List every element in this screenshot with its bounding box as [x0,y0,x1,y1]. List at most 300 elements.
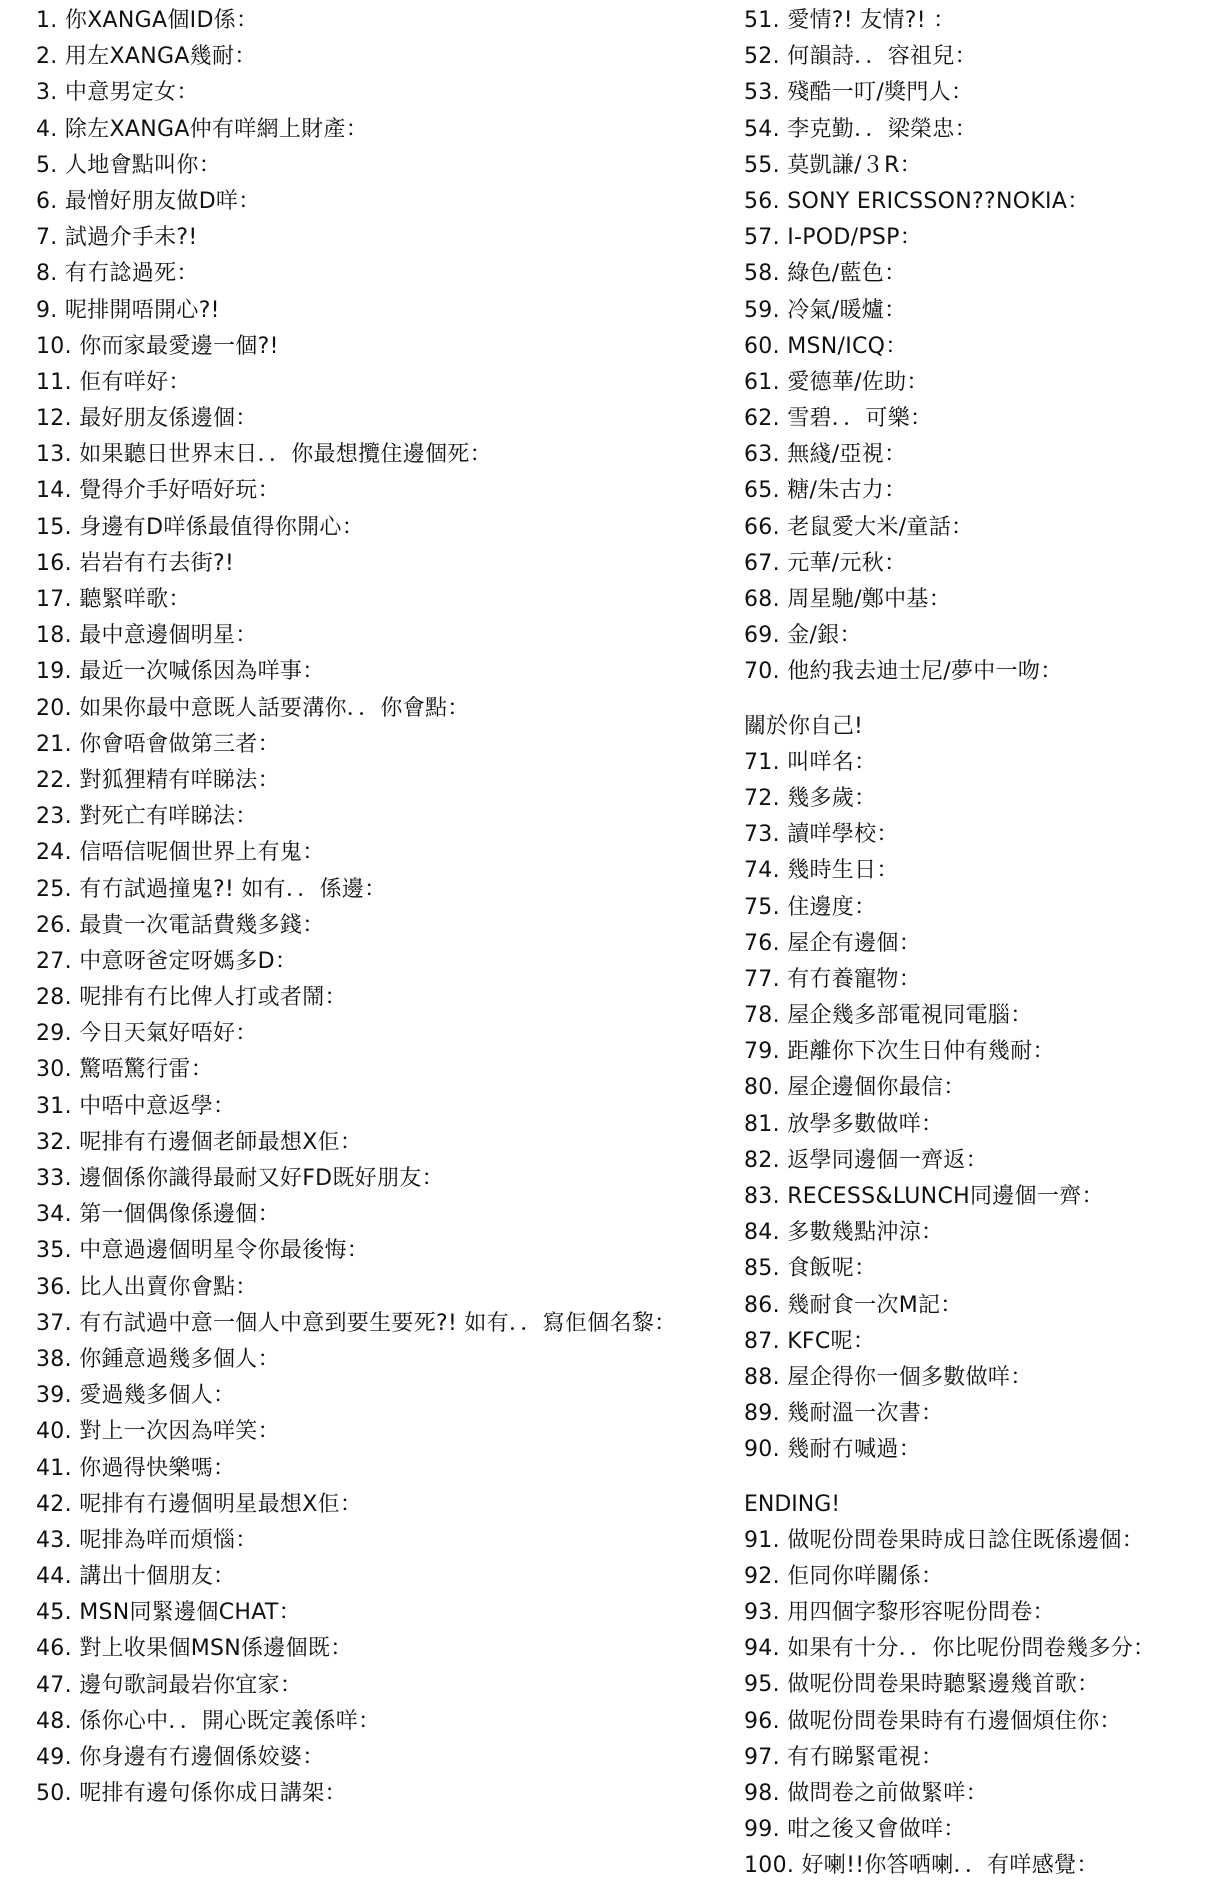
question-text: 最近一次喊係因為咩事： [79,659,325,685]
question-number: 58. [744,261,780,287]
question-text: 叫咩名： [787,749,877,775]
question-number: 7. [36,225,58,251]
question-number: 39. [36,1383,72,1409]
question-text: 多數幾點沖涼： [787,1220,944,1246]
question-number: 18. [36,623,72,649]
question-number: 37. [36,1310,72,1336]
question-item [36,184,736,220]
question-text: 做問卷之前做緊咩： [787,1781,988,1806]
question-item [36,1052,736,1088]
question-item [744,1595,1204,1631]
question-item [744,962,1204,998]
question-number: 32. [36,1129,72,1155]
question-item [744,365,1204,401]
question-number: 45. [36,1600,72,1626]
question-number: 25. [36,876,72,902]
question-text: 中意過邊個明星令你最後悔： [79,1238,370,1264]
question-number: 16. [36,550,72,576]
question-number: 94. [744,1636,780,1662]
question-item [36,872,736,908]
question-text: 愛德華/佐助： [787,369,929,395]
question-number: 60. [744,333,780,359]
question-number: 96. [744,1708,780,1734]
question-text: 聽緊咩歌： [79,587,191,612]
question-text: 邊個係你識得最耐又好FD既好朋友： [79,1166,444,1191]
question-item [36,944,736,980]
question-item [36,1342,736,1378]
question-item [36,1776,736,1812]
question-number: 15. [36,514,72,540]
question-number: 86. [744,1292,780,1318]
question-item [36,1704,736,1740]
question-item [36,546,736,582]
question-text: 驚唔驚行雷： [79,1057,213,1083]
question-text: 除左XANGA仲有咩網上財產： [64,116,369,142]
question-number: 88. [744,1364,780,1390]
question-number: 90. [744,1437,780,1463]
question-item [36,329,736,365]
question-number: 10. [36,333,72,359]
question-item [36,1016,736,1052]
question-text: 讀咩學校： [787,822,899,848]
question-item [36,835,736,871]
section-heading-about-yourself: 關於你自己! [744,713,863,739]
question-text: 用左XANGA幾耐： [64,44,257,70]
question-item [744,1034,1204,1070]
question-text: 住邊度： [787,894,877,920]
question-item [744,998,1204,1034]
question-number: 12. [36,406,72,432]
question-text: 做呢份問卷果時聽緊邊幾首歌： [787,1672,1100,1698]
question-number: 30. [36,1057,72,1083]
question-number: 92. [744,1563,780,1589]
question-text: 屋企幾多部電視同電腦： [787,1003,1033,1029]
question-number: 100. [744,1853,795,1879]
question-text: 食飯呢： [787,1256,877,1282]
question-item [36,1270,736,1306]
question-number: 17. [36,587,72,612]
question-text: 幾耐溫一次書： [787,1401,944,1427]
question-text: 好喇!!你答哂喇．．有咩感覺： [801,1853,1099,1879]
question-item [36,1487,736,1523]
question-text: 如果你最中意既人話要溝你．．你會點： [79,695,470,721]
question-item [36,1668,736,1704]
question-text: 屋企得你一個多數做咩： [787,1364,1033,1390]
question-text: 邊句歌詞最岩你宜家： [79,1672,303,1698]
question-item [744,75,1204,111]
question-item [36,654,736,690]
question-number: 65. [744,478,780,504]
question-text: 覺得介手好唔好玩： [79,478,280,504]
question-list-91-100 [744,1523,1204,1885]
question-item [36,618,736,654]
question-text: SONY ERICSSON??NOKIA： [787,188,1090,214]
question-number: 47. [36,1672,72,1698]
question-text: 有冇養寵物： [787,966,921,992]
question-number: 19. [36,659,72,685]
question-item [36,763,736,799]
right-question-column [744,3,1204,1885]
question-number: 57. [744,225,780,251]
section-heading-ending: ENDING! [744,1491,841,1517]
question-item [36,365,736,401]
question-number: 26. [36,912,72,938]
question-number: 89. [744,1401,780,1427]
question-item [36,980,736,1016]
question-number: 38. [36,1346,72,1372]
question-text: 做呢份問卷果時成日諗住既係邊個： [787,1527,1144,1553]
question-item [36,1125,736,1161]
question-number: 11. [36,369,72,395]
question-text: 有冇諗過死： [64,261,199,287]
question-number: 55. [744,152,780,178]
question-text: 金/銀： [787,623,862,649]
question-item [744,1215,1204,1251]
question-number: 42. [36,1491,72,1517]
question-number: 76. [744,930,780,956]
question-item [744,184,1204,220]
question-number: 78. [744,1003,780,1029]
question-text: 係你心中．．開心既定義係咩： [79,1708,381,1734]
question-text: 返學同邊個一齊返： [787,1147,988,1173]
question-item [744,148,1204,184]
question-item [744,329,1204,365]
question-item [36,1306,736,1342]
question-text: 愛情?! 友情?! ： [787,8,956,33]
question-text: 比人出賣你會點： [79,1274,258,1300]
question-text: 有冇試過中意一個人中意到要生要死?! 如有．．寫佢個名黎： [79,1310,677,1336]
question-number: 74. [744,858,780,884]
question-text: KFC呢： [787,1328,876,1354]
question-text: 幾耐食一次M記： [787,1292,963,1318]
question-number: 6. [36,188,58,214]
question-item [744,1070,1204,1106]
question-item [744,39,1204,75]
question-item [744,510,1204,546]
question-item [36,1161,736,1197]
question-item [744,926,1204,962]
question-item [744,112,1204,148]
question-text: 殘酷一叮/獎門人： [787,80,974,106]
question-item [36,148,736,184]
question-item [744,220,1204,256]
question-number: 87. [744,1328,780,1354]
question-item [36,1595,736,1631]
question-number: 44. [36,1564,72,1590]
question-number: 35. [36,1238,72,1264]
question-number: 53. [744,80,780,106]
question-text: 幾多歲： [787,785,877,811]
question-item [36,39,736,75]
question-number: 84. [744,1220,780,1246]
question-number: 52. [744,44,780,70]
question-number: 24. [36,840,72,866]
question-item [36,727,736,763]
question-item [36,1089,736,1125]
question-text: 對上一次因為咩笑： [79,1419,280,1445]
question-item [744,890,1204,926]
question-number: 49. [36,1745,72,1770]
question-text: 如果聽日世界末日．．你最想攬住邊個死： [79,442,492,468]
question-number: 73. [744,822,780,848]
question-number: 66. [744,514,780,540]
question-number: 98. [744,1781,780,1806]
question-item [36,1378,736,1414]
question-number: 51. [744,8,780,33]
question-text: 幾時生日： [787,858,899,884]
question-item [744,853,1204,889]
question-number: 70. [744,659,780,685]
question-number: 5. [36,152,58,178]
question-list-51-70 [744,3,1204,691]
question-text: 對狐狸精有咩睇法： [79,767,280,793]
question-number: 80. [744,1075,780,1101]
question-text: 做呢份問卷果時有冇邊個煩住你： [787,1708,1122,1734]
question-number: 21. [36,731,72,757]
question-number: 93. [744,1600,780,1626]
question-item [744,1740,1204,1776]
question-number: 68. [744,587,780,612]
question-item [744,1523,1204,1559]
question-text: 試過介手未?! [64,225,198,251]
question-item [36,473,736,509]
question-item [744,1288,1204,1324]
question-number: 28. [36,985,72,1011]
question-item [36,691,736,727]
question-number: 59. [744,297,780,323]
question-text: 呢排有冇邊個明星最想X佢： [79,1491,363,1517]
question-number: 62. [744,406,780,432]
question-text: MSN同緊邊個CHAT： [79,1600,301,1626]
question-number: 69. [744,623,780,649]
question-item [744,293,1204,329]
question-item [36,1197,736,1233]
question-text: 元華/元秋： [787,550,907,576]
question-item [744,256,1204,292]
left-question-column [36,3,736,1812]
question-number: 99. [744,1817,780,1843]
question-text: 你而家最愛邊一個?! [79,333,279,359]
question-item [36,75,736,111]
question-number: 97. [744,1744,780,1770]
question-item [36,112,736,148]
question-text: 咁之後又會做咩： [787,1817,966,1843]
question-number: 75. [744,894,780,920]
question-text: 雪碧．．可樂： [787,406,933,432]
question-number: 71. [744,749,780,775]
question-text: 人地會點叫你： [64,152,221,178]
question-text: 糖/朱古力： [787,478,907,504]
question-text: 講出十個朋友： [79,1564,236,1590]
question-item [744,437,1204,473]
question-item [744,1179,1204,1215]
question-number: 72. [744,785,780,811]
question-text: 距離你下次生日仲有幾耐： [787,1039,1055,1065]
question-number: 61. [744,369,780,395]
question-text: 對上收果個MSN係邊個既： [79,1636,353,1662]
question-item [744,546,1204,582]
question-number: 48. [36,1708,72,1734]
question-text: 愛過幾多個人： [79,1383,236,1409]
question-item [744,1776,1204,1812]
question-text: 放學多數做咩： [787,1111,944,1137]
question-text: MSN/ICQ： [787,333,908,359]
question-item [744,1812,1204,1848]
question-number: 79. [744,1039,780,1065]
question-number: 36. [36,1274,72,1300]
question-item [744,781,1204,817]
question-number: 14. [36,478,72,504]
question-text: 何韻詩．．容祖兒： [787,44,977,70]
question-text: 中唔中意返學： [79,1093,236,1119]
question-text: 你會唔會做第三者： [79,731,280,757]
question-text: 身邊有D咩係最值得你開心： [79,514,365,540]
question-number: 20. [36,695,72,721]
question-text: 你XANGA個ID係： [64,8,259,33]
question-text: 呢排有冇比俾人打或者鬧： [79,985,347,1011]
question-item [36,1451,736,1487]
question-item [744,1143,1204,1179]
question-number: 29. [36,1021,72,1047]
question-number: 83. [744,1184,780,1209]
question-number: 22. [36,767,72,793]
question-text: 莫凱謙/３R： [787,152,922,178]
question-text: 中意男定女： [64,80,199,106]
question-number: 3. [36,80,58,106]
question-text: 他約我去迪士尼/夢中一吻： [787,659,1063,685]
question-text: 佢有咩好： [79,369,191,395]
question-item [744,1667,1204,1703]
question-number: 46. [36,1636,72,1662]
question-number: 85. [744,1256,780,1282]
question-text: 今日天氣好唔好： [79,1021,258,1047]
question-text: 呢排有冇邊個老師最想X佢： [79,1129,363,1155]
question-text: 冷氣/暖爐： [787,297,907,323]
question-item [36,3,736,39]
question-number: 2. [36,44,58,70]
question-item [744,1848,1204,1884]
question-item [36,510,736,546]
question-text: 老鼠愛大米/童話： [787,514,974,540]
question-text: 李克勤．．梁榮忠： [787,116,977,142]
question-text: 周星馳/鄭中基： [787,587,952,612]
question-item [36,908,736,944]
question-item [36,437,736,473]
question-list-71-90 [744,745,1204,1469]
question-item [744,473,1204,509]
question-item [36,401,736,437]
question-item [36,1740,736,1776]
question-number: 95. [744,1672,780,1698]
question-text: RECESS&LUNCH同邊個一齊： [787,1184,1104,1209]
question-number: 33. [36,1166,72,1191]
question-text: 屋企有邊個： [787,930,921,956]
question-item [36,1414,736,1450]
question-number: 40. [36,1419,72,1445]
question-number: 50. [36,1781,72,1807]
question-number: 81. [744,1111,780,1137]
question-text: 有冇睇緊電視： [787,1744,944,1770]
question-text: 呢排開唔開心?! [64,297,220,323]
question-item [36,799,736,835]
question-text: 呢排為咩而煩惱： [79,1527,258,1553]
question-item [36,582,736,618]
question-item [744,1251,1204,1287]
question-number: 8. [36,261,58,287]
question-number: 82. [744,1147,780,1173]
question-text: I-POD/PSP： [787,225,923,251]
question-text: 對死亡有咩睇法： [79,804,258,830]
question-number: 13. [36,442,72,468]
section-gap [744,1469,1204,1487]
question-number: 9. [36,297,58,323]
question-text: 你鍾意過幾多個人： [79,1346,280,1372]
question-text: 幾耐冇喊過： [787,1437,921,1463]
question-item [744,401,1204,437]
question-text: 用四個字黎形容呢份問卷： [787,1600,1055,1626]
question-item [36,293,736,329]
question-item [744,1324,1204,1360]
question-number: 91. [744,1527,780,1553]
question-number: 23. [36,804,72,830]
question-item [744,1107,1204,1143]
question-number: 54. [744,116,780,142]
question-item [744,745,1204,781]
question-item [744,618,1204,654]
question-text: 信唔信呢個世界上有鬼： [79,840,325,866]
question-text: 呢排有邊句係你成日講架： [79,1781,347,1807]
question-number: 41. [36,1455,72,1481]
question-item [744,1631,1204,1667]
question-item [744,654,1204,690]
question-number: 31. [36,1093,72,1119]
question-text: 佢同你咩關係： [787,1563,944,1589]
question-number: 56. [744,188,780,214]
question-text: 有冇試過撞鬼?! 如有．．係邊： [79,876,387,902]
question-number: 27. [36,948,72,974]
question-item [744,3,1204,39]
question-item [36,1523,736,1559]
question-item [36,256,736,292]
question-item [744,1360,1204,1396]
question-text: 最中意邊個明星： [79,623,258,649]
question-text: 你身邊有冇邊個係姣婆： [79,1745,325,1770]
question-number: 77. [744,966,780,992]
question-text: 你過得快樂嗎： [79,1455,236,1481]
question-item [36,1631,736,1667]
question-item [36,1233,736,1269]
question-number: 67. [744,550,780,576]
question-text: 最憎好朋友做D咩： [64,188,261,214]
question-item [744,1559,1204,1595]
question-number: 4. [36,116,58,142]
question-text: 第一個偶像係邊個： [79,1202,280,1228]
question-text: 如果有十分．．你比呢份問卷幾多分： [787,1636,1156,1662]
question-number: 1. [36,8,58,33]
question-item [744,817,1204,853]
question-item [744,1432,1204,1468]
question-item [744,582,1204,618]
question-item [36,220,736,256]
question-text: 最貴一次電話費幾多錢： [79,912,325,938]
question-text: 中意呀爸定呀媽多D： [79,948,298,974]
question-item [36,1559,736,1595]
question-text: 無綫/亞視： [787,442,907,468]
question-text: 岩岩有冇去街?! [79,550,235,576]
section-gap [744,691,1204,709]
question-number: 43. [36,1527,72,1553]
question-item [744,1704,1204,1740]
